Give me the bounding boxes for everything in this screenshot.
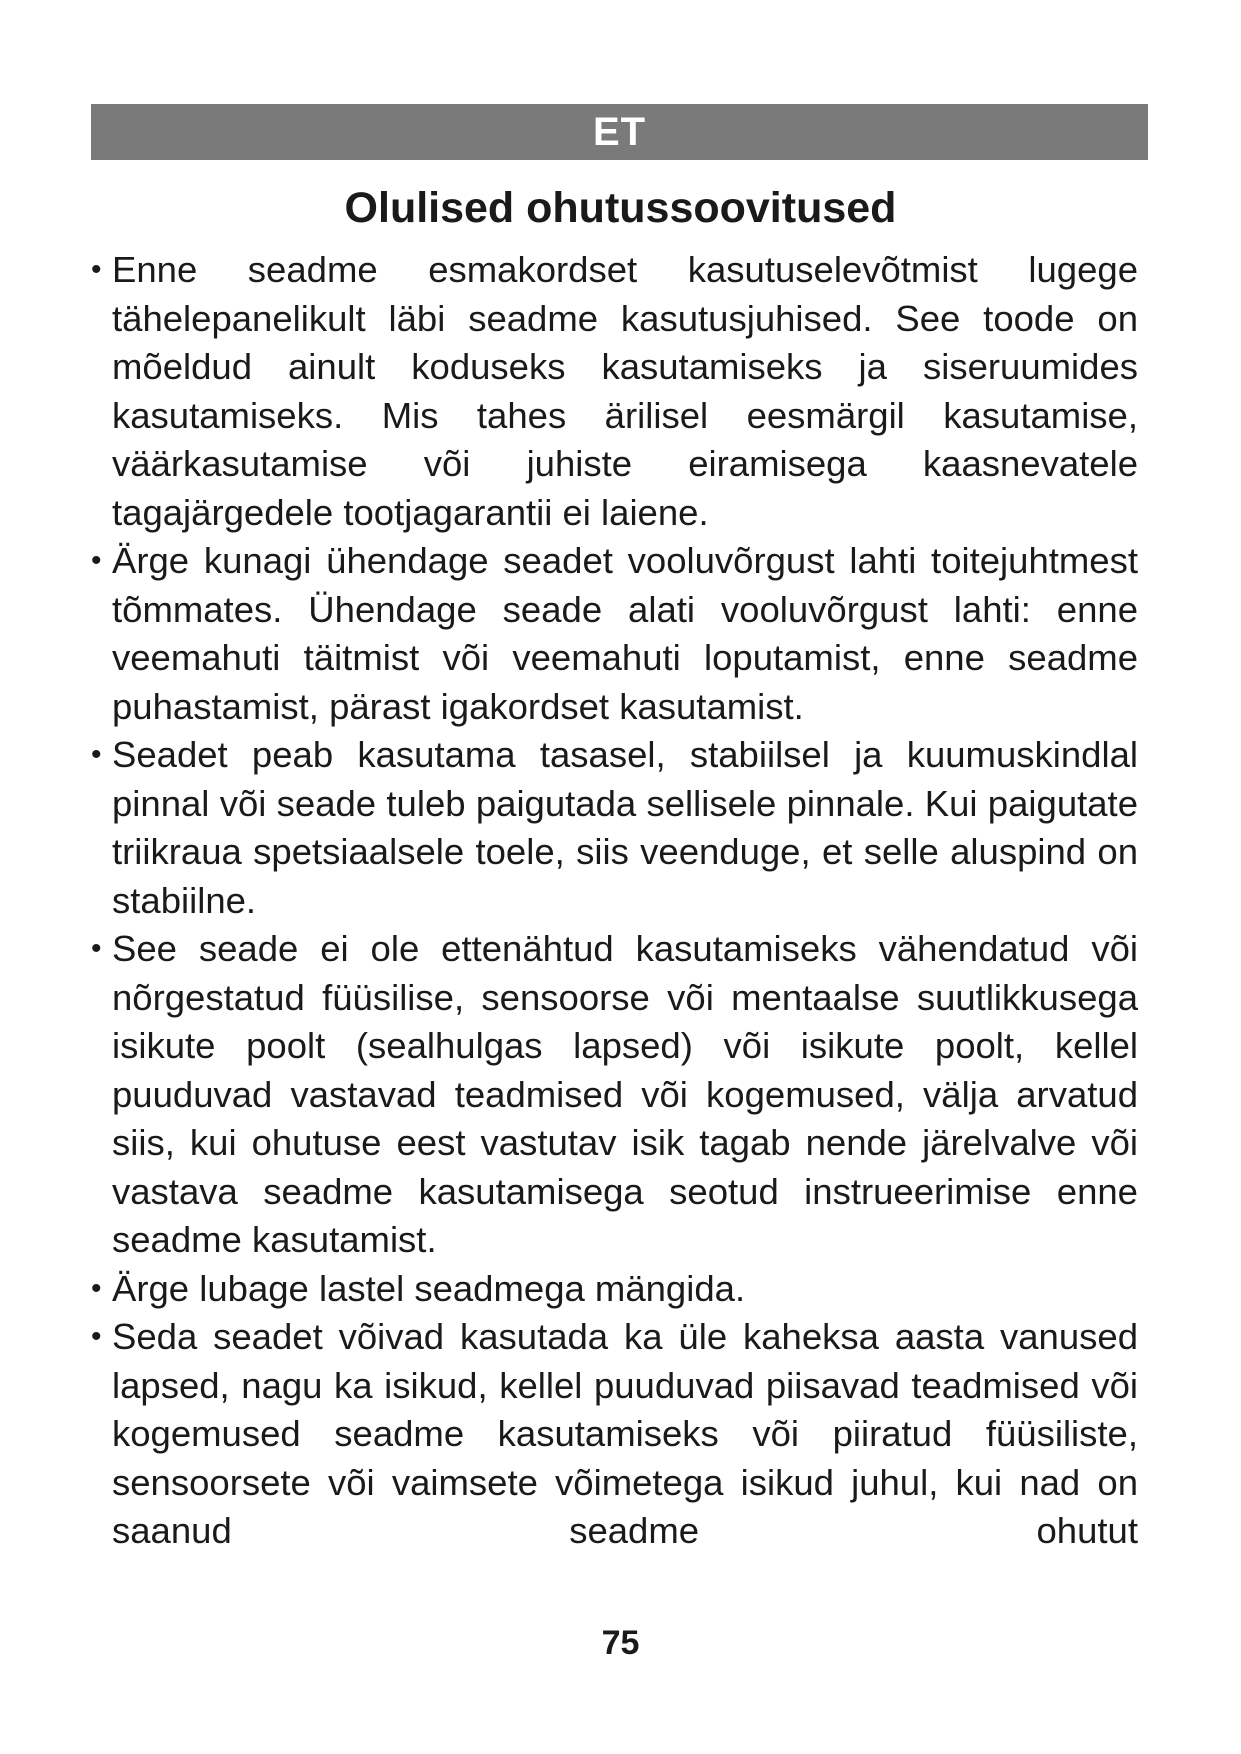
bullet-icon: • <box>91 738 102 771</box>
list-item-text: Seda seadet võivad kasutada ka üle kaheksa aasta vanused lapsed, nagu ka isikud, kellel puuduvad piisavad teadmised või kogemused seadme kasutamiseks või piiratud füüsiliste, sensoorsete või vaimsete võimetega isikud juhul, kui nad on saanud seadme ohutut <box>112 1316 1138 1551</box>
bullet-icon: • <box>91 932 102 965</box>
bullet-icon: • <box>91 544 102 577</box>
bullet-icon: • <box>91 1271 102 1305</box>
list-item-text: Ärge lubage lastel seadmega mängida. <box>112 1267 746 1309</box>
list-item <box>88 1313 1138 1556</box>
list-item <box>88 731 1138 925</box>
page-number: 75 <box>601 1624 640 1662</box>
bullet-icon: • <box>91 1320 102 1353</box>
list-item-text: Ärge kunagi ühendage seadet vooluvõrgust lahti toitejuhtmest tõmmates. Ühendage seade alati vooluvõrgust lahti: enne veemahuti täitmist või veemahuti loputamist, enne seadme puhastamist, pärast igakordset kasutamist. <box>112 540 1138 727</box>
list-item-text: See seade ei ole ettenähtud kasutamiseks vähendatud või nõrgestatud füüsilise, sensoorse või mentaalse suutlikkusega isikute poolt (sealhulgas lapsed) või isikute poolt, kellel puuduvad vastavad teadmised või kogemused, välja arvatud siis, kui ohutuse eest vastutav isik tagab nende järelvalve või vastava seadme kasutamisega seotud instrueerimise enne seadme kasutamist. <box>112 928 1138 1260</box>
list-item <box>88 537 1138 731</box>
language-code: ET <box>592 110 647 154</box>
list-item <box>88 1265 1138 1314</box>
safety-list <box>88 246 1138 1556</box>
language-header-bar <box>91 104 1148 160</box>
list-item-text: Enne seadme esmakordset kasutuselevõtmist lugege tähelepanelikult läbi seadme kasutusjuhised. See toode on mõeldud ainult koduseks kasutamiseks ja siseruumides kasutamiseks. Mis tahes ärilisel eesmärgil kasutamise, väärkasutamise või juhiste eiramisega kaasnevatele tagajärgedele tootjagarantii ei laiene. <box>112 249 1138 533</box>
page-title: Olulised ohutussoovitused <box>344 184 897 232</box>
list-item <box>88 246 1138 537</box>
list-item-text: Seadet peab kasutama tasasel, stabiilsel ja kuumuskindlal pinnal või seade tuleb paigutada sellisele pinnale. Kui paigutate triikraua spetsiaalsele toele, siis veenduge, et selle aluspind on stabiilne. <box>112 734 1138 921</box>
bullet-icon: • <box>91 253 102 286</box>
list-item <box>88 925 1138 1265</box>
